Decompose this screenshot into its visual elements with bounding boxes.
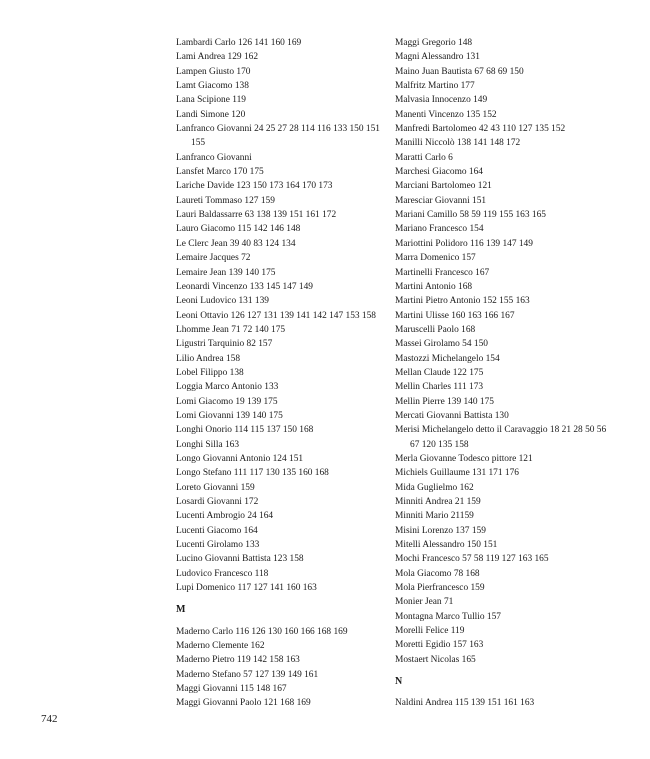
index-entry: Longhi Silla 163 — [176, 439, 240, 450]
index-entry: Mastozzi Michelangelo 154 — [395, 353, 500, 364]
index-entry: Lanfranco Giovanni — [176, 152, 252, 163]
index-entry: Marchesi Giacomo 164 — [395, 167, 483, 178]
section-letter-m: M — [176, 604, 186, 616]
index-entry: Lilio Andrea 158 — [176, 353, 241, 364]
index-entry: Lucenti Ambrogio 24 164 — [176, 511, 274, 522]
index-entry: Lariche Davide 123 150 173 164 170 173 — [176, 181, 333, 192]
index-entry: Lauro Giacomo 115 142 146 148 — [176, 224, 301, 235]
page-number: 742 — [41, 713, 58, 725]
index-entry: Loggia Marco Antonio 133 — [176, 382, 279, 393]
index-entry: Ligustri Tarquinio 82 157 — [176, 339, 273, 350]
index-entry: Martini Ulisse 160 163 166 167 — [395, 310, 515, 321]
index-entry: Maruscelli Paolo 168 — [395, 324, 476, 335]
index-entry: Marra Domenico 157 — [395, 253, 476, 264]
index-entry: Longo Stefano 111 117 130 135 160 168 — [176, 468, 329, 479]
index-entry: Martinelli Francesco 167 — [395, 267, 490, 278]
index-entry: Mola Pierfrancesco 159 — [395, 583, 485, 594]
index-entry: Lemaire Jean 139 140 175 — [176, 267, 276, 278]
index-entries-m-continued — [395, 36, 607, 667]
index-entry: Merla Giovanne Todesco pittore 121 — [395, 453, 533, 464]
index-entries-l — [176, 36, 381, 595]
index-entry: Michiels Guillaume 131 171 176 — [395, 468, 519, 479]
section-letter-n: N — [395, 676, 403, 688]
index-entry: Moretti Egidio 157 163 — [395, 640, 484, 651]
index-entry: Lauri Baldassarre 63 138 139 151 161 172 — [176, 210, 337, 221]
index-entry: Mellan Claude 122 175 — [395, 367, 484, 378]
index-entries-m — [176, 625, 381, 711]
index-entry: Lobel Filippo 138 — [176, 367, 244, 378]
index-column-left — [176, 36, 381, 711]
index-entry: Le Clerc Jean 39 40 83 124 134 — [176, 238, 296, 249]
index-entry: Martini Antonio 168 — [395, 281, 473, 292]
index-entry: Monier Jean 71 — [395, 597, 454, 608]
index-entry: Lomi Giovanni 139 140 175 — [176, 410, 283, 421]
index-entry: Maratti Carlo 6 — [395, 152, 453, 163]
index-entry: Manfredi Bartolomeo 42 43 110 127 135 152 — [395, 124, 566, 135]
index-entry: Lucenti Girolamo 133 — [176, 540, 260, 551]
index-column-right — [395, 36, 607, 711]
index-entry: Magni Alessandro 131 — [395, 52, 480, 63]
index-entry: Marciani Bartolomeo 121 — [395, 181, 492, 192]
index-entry: Laureti Tommaso 127 159 — [176, 195, 275, 206]
index-entry: Minniti Mario 21159 — [395, 511, 474, 522]
index-entry: Mellin Pierre 139 140 175 — [395, 396, 494, 407]
index-entry: Maino Juan Bautista 67 68 69 150 — [395, 66, 524, 77]
index-entry: Lamt Giacomo 138 — [176, 81, 249, 92]
index-entry: Losardi Giovanni 172 — [176, 497, 259, 507]
index-entry: Merisi Michelangelo detto il Caravaggio 18 21 28 50 56 67 120 135 158 — [395, 425, 607, 450]
index-entry: Naldini Andrea 115 139 151 161 163 — [395, 698, 535, 709]
index-entry: Loreto Giovanni 159 — [176, 482, 255, 493]
index-entry: Lana Scipione 119 — [176, 95, 246, 106]
index-entry: Lansfet Marco 170 175 — [176, 167, 264, 178]
index-entry: Maggi Gregorio 148 — [395, 38, 473, 48]
index-entry: Martini Pietro Antonio 152 155 163 — [395, 296, 530, 307]
index-entry: Mola Giacomo 78 168 — [395, 568, 480, 579]
index-entry: Lami Andrea 129 162 — [176, 52, 259, 63]
index-entry: Mochi Francesco 57 58 119 127 163 165 — [395, 554, 549, 565]
index-entry: Mariottini Polidoro 116 139 147 149 — [395, 238, 533, 249]
index-entry: Maggi Giovanni Paolo 121 168 169 — [176, 698, 311, 709]
index-entry: Leonardi Vincenzo 133 145 147 149 — [176, 281, 313, 292]
index-entry: Malvasia Innocenzo 149 — [395, 95, 488, 106]
index-entry: Massei Girolamo 54 150 — [395, 339, 488, 350]
index-entry: Mitelli Alessandro 150 151 — [395, 540, 498, 551]
index-entry: Lucino Giovanni Battista 123 158 — [176, 554, 304, 565]
index-entry: Lemaire Jacques 72 — [176, 253, 251, 264]
index-entry: Maderno Stefano 57 127 139 149 161 — [176, 669, 319, 680]
index-entry: Leoni Ottavio 126 127 131 139 141 142 147 153 158 — [176, 310, 376, 321]
index-entry: Misini Lorenzo 137 159 — [395, 525, 486, 536]
index-entry: Mariano Francesco 154 — [395, 224, 484, 235]
index-entry: Mida Guglielmo 162 — [395, 482, 474, 493]
index-entry: Manenti Vincenzo 135 152 — [395, 109, 497, 120]
index-entry: Maderno Pietro 119 142 158 163 — [176, 655, 300, 666]
index-entry: Landi Simone 120 — [176, 109, 246, 120]
index-entry: Longo Giovanni Antonio 124 151 — [176, 453, 304, 464]
index-entry: Leoni Ludovico 131 139 — [176, 296, 269, 307]
index-entry: Maderno Carlo 116 126 130 160 166 168 169 — [176, 626, 348, 637]
index-entry: Minniti Andrea 21 159 — [395, 497, 481, 507]
index-entry: Lucenti Giacomo 164 — [176, 525, 258, 536]
index-entry: Montagna Marco Tullio 157 — [395, 611, 501, 622]
index-entry: Longhi Onorio 114 115 137 150 168 — [176, 425, 314, 436]
index-entry: Lomi Giacomo 19 139 175 — [176, 396, 278, 407]
index-entry: Mercati Giovanni Battista 130 — [395, 410, 509, 421]
index-entry: Lambardi Carlo 126 141 160 169 — [176, 38, 302, 48]
index-entry: Maggi Giovanni 115 148 167 — [176, 684, 287, 695]
index-entry: Morelli Felice 119 — [395, 626, 465, 637]
index-entry: Maresciar Giovanni 151 — [395, 195, 487, 206]
index-entry: Ludovico Francesco 118 — [176, 568, 269, 579]
index-entry: Manilli Niccolò 138 141 148 172 — [395, 138, 521, 149]
index-entry: Malfritz Martino 177 — [395, 81, 475, 92]
index-entry: Mostaert Nicolas 165 — [395, 654, 476, 665]
index-entry: Lampen Giusto 170 — [176, 66, 251, 77]
index-entry: Maderno Clemente 162 — [176, 641, 265, 652]
index-entry: Lanfranco Giovanni 24 25 27 28 114 116 133 150 151 155 — [176, 124, 380, 149]
index-entry: Lhomme Jean 71 72 140 175 — [176, 324, 286, 335]
index-entry: Mariani Camillo 58 59 119 155 163 165 — [395, 210, 546, 221]
index-entry: Mellin Charles 111 173 — [395, 382, 484, 393]
index-entry: Lupi Domenico 117 127 141 160 163 — [176, 583, 317, 594]
index-entries-n — [395, 696, 607, 710]
